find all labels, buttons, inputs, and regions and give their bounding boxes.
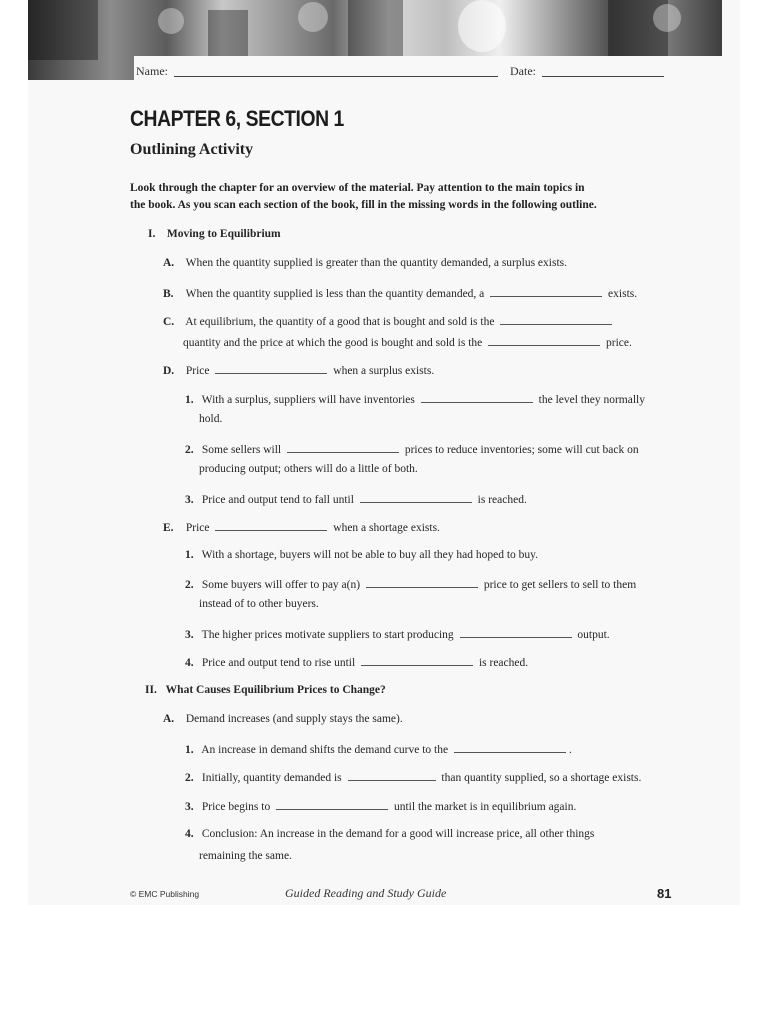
outline-i-e: E. Price when a shortage exists. (163, 522, 440, 534)
blank-field[interactable] (460, 627, 572, 638)
outline-ii-a-2: 2. Initially, quantity demanded is than quantity supplied, so a shortage exists. (185, 772, 642, 784)
outline-ii-a: A. Demand increases (and supply stays the same). (163, 713, 403, 725)
blank-field[interactable] (287, 442, 399, 453)
outline-i-d-1: 1. With a surplus, suppliers will have inventories the level they normally (185, 394, 645, 406)
guide-title: Guided Reading and Study Guide (285, 886, 447, 900)
name-date-row (136, 64, 666, 82)
name-label: Name: (136, 64, 168, 78)
outline-i-e-3: 3. The higher prices motivate suppliers to start producing output. (185, 629, 610, 641)
outline-ii-a-4-cont: remaining the same. (199, 850, 292, 862)
outline-i-e-1: 1. With a shortage, buyers will not be able to buy all they had hoped to buy. (185, 549, 539, 561)
outline-i-c-cont: quantity and the price at which the good is bought and sold is the price. (183, 337, 632, 349)
blank-field[interactable] (500, 314, 612, 325)
blank-field[interactable] (215, 520, 327, 531)
blank-field[interactable] (361, 655, 473, 666)
chapter-title: CHAPTER 6, SECTION 1 (130, 106, 344, 131)
outline-i-d: D. Price when a surplus exists. (163, 365, 435, 377)
name-field[interactable] (174, 64, 498, 77)
outline-ii-a-4: 4. Conclusion: An increase in the demand for a good will increase price, all other things (185, 828, 595, 840)
blank-field[interactable] (360, 492, 472, 503)
outline-ii-a-1: 1. An increase in demand shifts the demand curve to the . (185, 744, 572, 756)
outline-i-e-4: 4. Price and output tend to rise until is reached. (185, 657, 529, 669)
page-number: 81 (657, 886, 672, 901)
blank-field[interactable] (421, 392, 533, 403)
instructions-line-1: Look through the chapter for an overview of the material. Pay attention to the main topics in (130, 182, 585, 194)
blank-field[interactable] (276, 799, 388, 810)
blank-field[interactable] (490, 286, 602, 297)
instructions-line-2: the book. As you scan each section of the book, fill in the missing words in the following outline. (130, 199, 597, 211)
instructions (130, 180, 650, 214)
outline-i-a: A. When the quantity supplied is greater than the quantity demanded, a surplus exists. (163, 257, 567, 269)
outline-heading-i: I. Moving to Equilibrium (148, 228, 281, 240)
outline-i-d-1-cont: hold. (199, 413, 223, 425)
blank-field[interactable] (454, 742, 566, 753)
activity-title: Outlining Activity (130, 141, 254, 158)
outline-heading-ii: II. What Causes Equilibrium Prices to Change? (145, 684, 386, 696)
outline-i-e-2: 2. Some buyers will offer to pay a(n) price to get sellers to sell to them (185, 579, 637, 591)
outline-i-c: C. At equilibrium, the quantity of a good that is bought and sold is the (163, 314, 615, 328)
blank-field[interactable] (215, 363, 327, 374)
blank-field[interactable] (348, 770, 436, 781)
blank-field[interactable] (488, 335, 600, 346)
outline-i-d-3: 3. Price and output tend to fall until is reached. (185, 494, 527, 506)
outline-i-d-2-cont: producing output; others will do a little of both. (199, 463, 418, 475)
date-label: Date: (510, 64, 536, 78)
date-field[interactable] (542, 64, 664, 77)
outline-ii-a-3: 3. Price begins to until the market is in equilibrium again. (185, 801, 577, 813)
publisher-credit: © EMC Publishing (130, 889, 200, 899)
outline-i-b: B. When the quantity supplied is less than the quantity demanded, a exists. (163, 288, 638, 300)
blank-field[interactable] (366, 577, 478, 588)
outline-i-e-2-cont: instead of to other buyers. (199, 598, 319, 610)
outline-i-d-2: 2. Some sellers will prices to reduce inventories; some will cut back on (185, 444, 639, 456)
